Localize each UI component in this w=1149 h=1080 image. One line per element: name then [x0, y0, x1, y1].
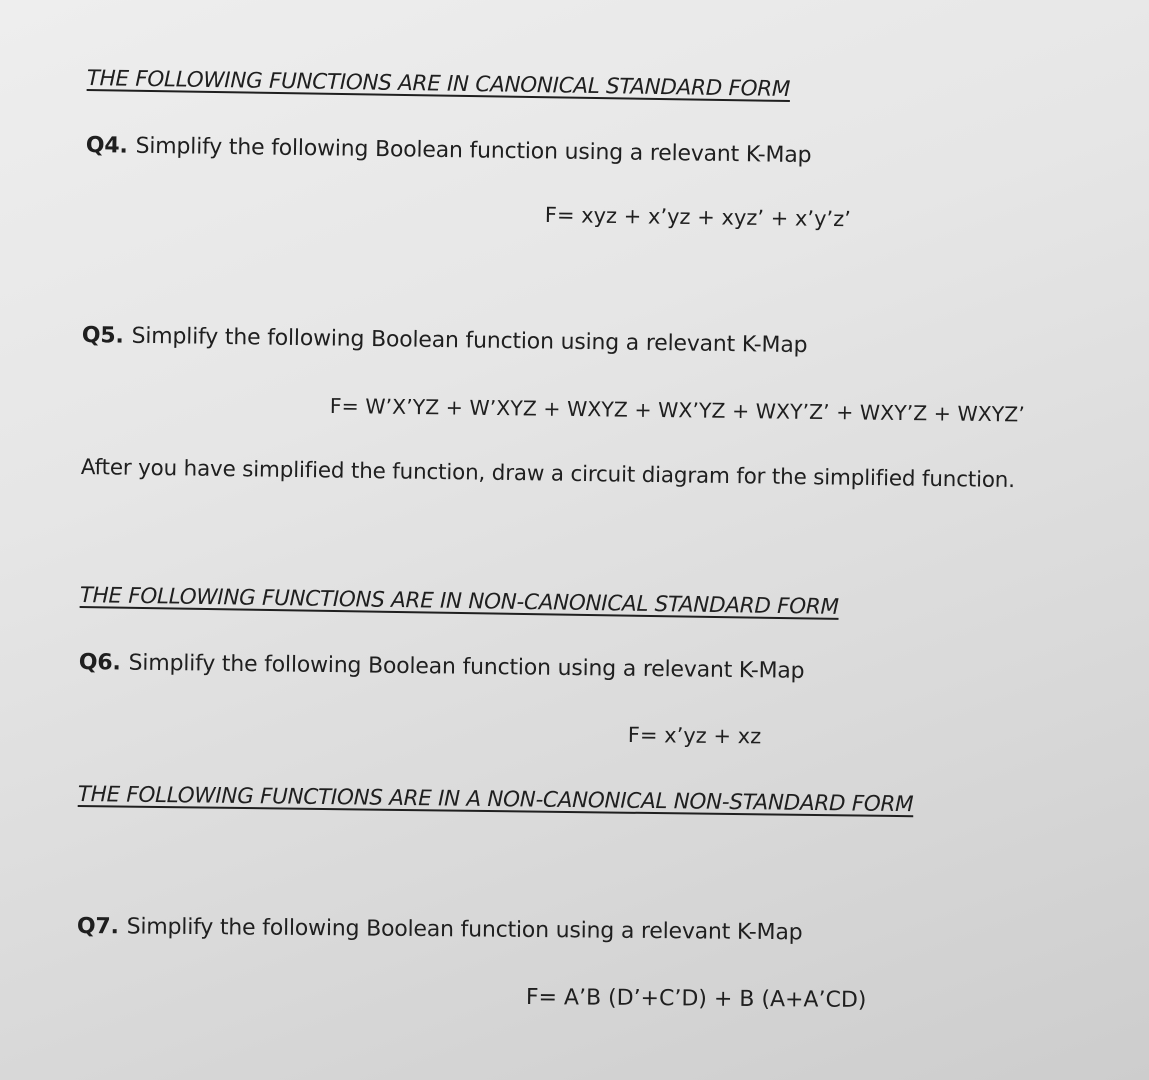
question-q6	[79, 650, 805, 684]
question-number: Q4.	[85, 133, 128, 159]
formula-q7: F= A’B (D’+C’D) + B (A+A’CD)	[525, 985, 867, 1013]
question-q4	[86, 133, 812, 168]
question-prompt: Simplify the following Boolean function using a relevant K-Map	[128, 650, 805, 684]
formula-q6: F= x’yz + xz	[627, 723, 762, 749]
question-number: Q6.	[78, 650, 121, 676]
instruction-note: After you have simplified the function, draw a circuit diagram for the simplified function.	[80, 455, 1015, 494]
question-q5	[82, 323, 808, 358]
formula-q5: F= W’X’YZ + W’XYZ + WXYZ + WX’YZ + WXY’Z’ + WXY’Z + WXYZ’	[329, 394, 1025, 427]
question-prompt: Simplify the following Boolean function using a relevant K-Map	[131, 323, 808, 359]
formula-q4: F= xyz + x’yz + xyz’ + x’y’z’	[544, 203, 852, 232]
question-prompt: Simplify the following Boolean function using a relevant K-Map	[126, 914, 803, 946]
section-heading-canonical-standard: THE FOLLOWING FUNCTIONS ARE IN CANONICAL STANDARD FORM	[86, 66, 791, 103]
question-prompt: Simplify the following Boolean function using a relevant K-Map	[135, 133, 812, 169]
question-number: Q5.	[81, 323, 124, 349]
section-heading-non-canonical-standard: THE FOLLOWING FUNCTIONS ARE IN NON-CANONICAL STANDARD FORM	[79, 583, 839, 620]
question-q7	[77, 914, 803, 945]
section-heading-non-canonical-non-standard: THE FOLLOWING FUNCTIONS ARE IN A NON-CANONICAL NON-STANDARD FORM	[77, 782, 914, 818]
question-number: Q7.	[76, 914, 119, 940]
